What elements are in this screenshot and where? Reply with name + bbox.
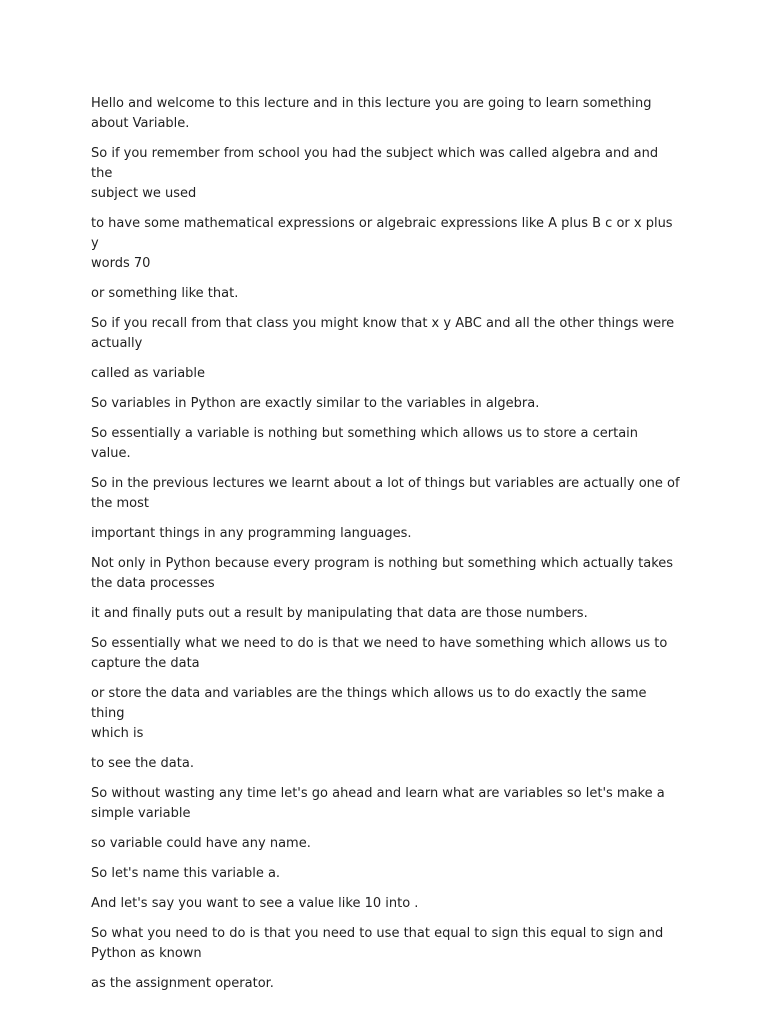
text-line: So if you remember from school you had the subject which was called algebra and and the — [91, 146, 659, 181]
text-line: So essentially a variable is nothing but something which allows us to store a certain value. — [91, 426, 639, 461]
text-line: to see the data. — [91, 756, 194, 771]
paragraph — [91, 314, 681, 354]
text-line: as the assignment operator. — [91, 976, 274, 991]
paragraph — [91, 834, 681, 854]
text-line: So variables in Python are exactly similar to the variables in algebra. — [91, 396, 540, 411]
text-line: or something like that. — [91, 286, 239, 301]
text-line: which is — [91, 726, 144, 741]
text-line: or store the data and variables are the things which allows us to do exactly the same thing — [91, 686, 647, 721]
paragraph — [91, 524, 681, 544]
text-line: to have some mathematical expressions or algebraic expressions like A plus B c or x plus y — [91, 216, 673, 251]
text-line: capture the data — [91, 656, 200, 671]
text-line: about Variable. — [91, 116, 190, 131]
text-line: important things in any programming languages. — [91, 526, 412, 541]
text-line: So in the previous lectures we learnt about a lot of things but variables are actually one of — [91, 476, 680, 491]
text-line: So what you need to do is that you need to use that equal to sign this equal to sign and — [91, 926, 664, 941]
paragraph — [91, 684, 681, 744]
paragraph — [91, 924, 681, 964]
text-line: subject we used — [91, 186, 197, 201]
text-line: the most — [91, 496, 149, 511]
text-line: words 70 — [91, 256, 151, 271]
paragraph — [91, 214, 681, 274]
paragraph — [91, 604, 681, 624]
paragraph — [91, 364, 681, 384]
text-line: And let's say you want to see a value like 10 into . — [91, 896, 419, 911]
text-line: Python as known — [91, 946, 202, 961]
text-line: So let's name this variable a. — [91, 866, 281, 881]
text-line: So without wasting any time let's go ahead and learn what are variables so let's make a — [91, 786, 665, 801]
paragraph — [91, 94, 681, 134]
text-line: so variable could have any name. — [91, 836, 311, 851]
text-line: Not only in Python because every program is nothing but something which actually takes — [91, 556, 674, 571]
text-line: the data processes — [91, 576, 215, 591]
paragraph — [91, 754, 681, 774]
paragraph — [91, 894, 681, 914]
paragraph — [91, 554, 681, 594]
paragraph — [91, 974, 681, 994]
paragraph — [91, 784, 681, 824]
paragraph — [91, 284, 681, 304]
text-line: it and finally puts out a result by manipulating that data are those numbers. — [91, 606, 588, 621]
paragraph — [91, 144, 681, 204]
paragraph — [91, 864, 681, 884]
text-line: So essentially what we need to do is that we need to have something which allows us to — [91, 636, 668, 651]
text-line: So if you recall from that class you might know that x y ABC and all the other things were — [91, 316, 675, 331]
paragraph — [91, 474, 681, 514]
text-line: simple variable — [91, 806, 191, 821]
paragraph — [91, 424, 681, 464]
document-body — [91, 94, 681, 1004]
text-line: actually — [91, 336, 143, 351]
text-line: called as variable — [91, 366, 206, 381]
paragraph — [91, 634, 681, 674]
paragraph — [91, 394, 681, 414]
text-line: Hello and welcome to this lecture and in this lecture you are going to learn something — [91, 96, 652, 111]
